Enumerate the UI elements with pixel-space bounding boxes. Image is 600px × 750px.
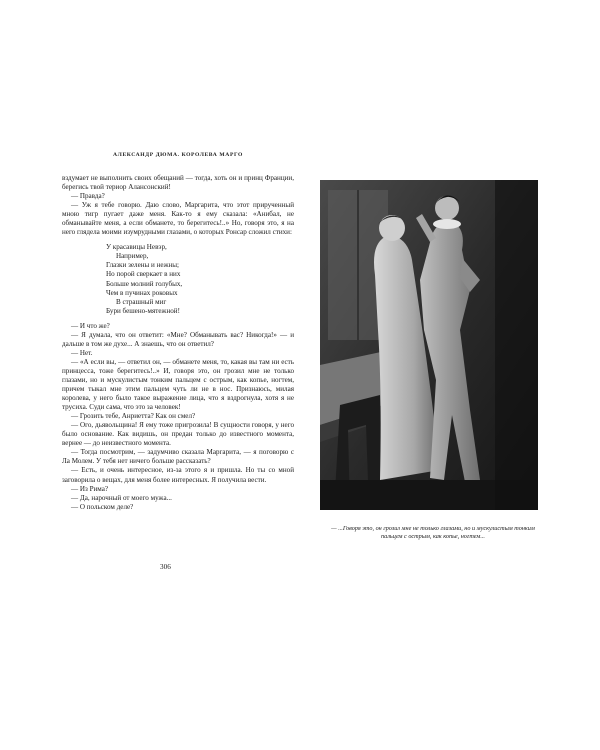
verse-line: Больше молний голубых, — [106, 279, 183, 288]
paragraph: — И что же? — [71, 321, 110, 330]
verse-line: Бури бешено-мятежной! — [106, 306, 180, 315]
verse-line: В страшный миг — [116, 297, 167, 306]
paragraph: — Я думала, что он ответит: «Мне? Обманывать вас? Никогда!» — и дальше в том же духе... А знаешь, что он ответил? — [62, 330, 294, 348]
paragraph: — Правда? — [71, 192, 105, 201]
verse-block — [106, 243, 294, 315]
verse-line: У красавицы Невэр, — [106, 243, 167, 252]
paragraph: — Есть, и очень интересное, из-за этого я и пришла. Но ты со мной заговорила о вещах, для меня более интересных. Я получила вести. — [62, 466, 294, 484]
illustration-drawing — [320, 180, 538, 510]
paragraph: — Из Рима? — [71, 484, 109, 493]
left-page — [62, 152, 294, 512]
verse-line: Например, — [116, 252, 149, 261]
paragraph: — Да, нарочный от моего мужа... — [71, 493, 172, 502]
illustration — [320, 180, 538, 510]
paragraph: — Тогда посмотрим, — задумчиво сказала Маргарита, — я поговорю с Ла Молем. У тебя нет ничего больше рассказать? — [62, 448, 294, 466]
paragraphs-after-verse — [62, 322, 294, 512]
running-head: АЛЕКСАНДР ДЮМА. КОРОЛЕВА МАРГО — [113, 152, 243, 158]
paragraph: — Ого, дьявольщина! Я ему тоже пригрозила! В сущности говоря, у него было основание. Как видишь, он предан только до известного момента, вернее — до неизвестного момента. — [62, 421, 294, 448]
verse-line: Но порой сверкает в них — [106, 270, 181, 279]
paragraph: — О польском деле? — [71, 502, 134, 511]
verse-line: Чем в пучинах роковых — [106, 288, 178, 297]
paragraph: — Уж я тебе говорю. Даю слово, Маргарита, что этот прирученный мною тигр пугает даже меня. Как-то я ему сказала: «Анибал, не обманывайте меня, а если обманете, то берегитесь!..» Но, говоря это, я на него глядела моими изумрудными глазами, о которых Ронсар сложил стихи: — [62, 201, 294, 237]
man-collar — [433, 219, 461, 229]
illustration-caption: — ...Говоря это, он грозил мне не только глазами, но и мускулистым тонким пальцем с острым, как копье, ногтем... — [331, 525, 535, 540]
body-text — [62, 174, 294, 512]
man-head — [435, 196, 459, 220]
paragraph: вздумает не выполнить своих обещаний — тогда, хоть он и принц Франции, берегись твой териор Алансонский! — [62, 174, 294, 192]
paragraph: — Нет. — [71, 348, 93, 357]
right-shadow — [495, 180, 538, 510]
verse-line: Глазки зелены и нежны; — [106, 261, 179, 270]
woman-head — [379, 215, 405, 241]
paragraph: — Грозить тебе, Анриетта? Как он смел? — [71, 412, 196, 421]
page-number: 306 — [160, 563, 171, 571]
paragraphs-before-verse — [62, 174, 294, 237]
paragraph: — «А если вы, — ответил он, — обманете меня, то, какая вы там ни есть принцесса, тоже берегитесь!..» И, говоря это, он грозил мне не только глазами, но и мускулистым тонким пальцем с острым, как копье, ногтем, причем тыкал мне этим пальцем чуть ли не в нос. Признаюсь, милая королева, у него было такое выражение лица, что я вздрогнула, хотя я не трусиха. Суди сама, что это за человек! — [62, 357, 294, 412]
